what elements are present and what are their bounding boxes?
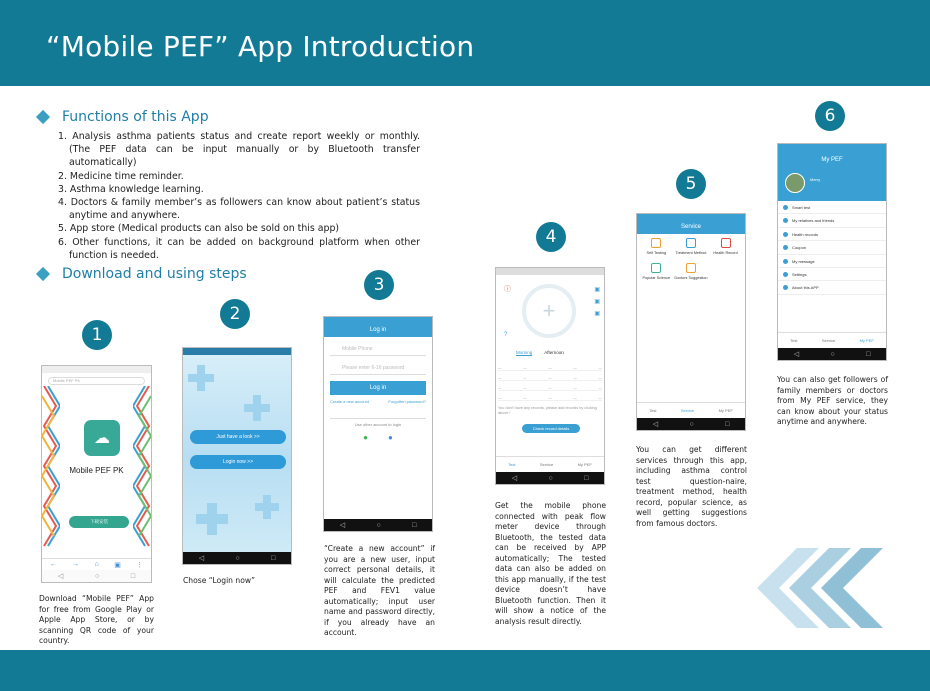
- table-row: — — — — —: [498, 366, 602, 370]
- nav-recents-icon[interactable]: □: [271, 554, 276, 562]
- system-nav-bar: [42, 570, 151, 582]
- username-field[interactable]: Mobile Phone: [330, 342, 426, 356]
- step-number-1: 1: [82, 320, 112, 350]
- tab-my-pef[interactable]: My PEF: [577, 462, 592, 467]
- tab-test[interactable]: Test: [790, 338, 798, 343]
- screen-title: Service: [637, 221, 745, 234]
- list-item: 2. Medicine time reminder.: [58, 170, 184, 182]
- browser-toolbar: [42, 558, 151, 570]
- record-icon: [721, 238, 731, 248]
- chevron-left-decoration-icon: [757, 548, 887, 628]
- caption-step-5: You can get different services through this app, including asthma control test question-naire, treatment method, health record, popular science, as well getting suggestions from famous doctors.: [636, 445, 747, 528]
- login-button[interactable]: Log in: [330, 381, 426, 395]
- caption-step-2: Chose “Login now”: [183, 576, 256, 585]
- menu-item[interactable]: Settings: [778, 268, 886, 281]
- phone-screen-download: [41, 365, 152, 583]
- menu-item[interactable]: Health records: [778, 228, 886, 241]
- graduation-icon: [651, 263, 661, 273]
- step-number-6: 6: [815, 101, 845, 131]
- nav-back-icon[interactable]: ◁: [511, 475, 518, 482]
- tab-bar: [496, 456, 604, 472]
- caption-step-4: Get the mobile phone connected with peak flow meter device through Bluetooth, the tested data can be received by APP automatically; The tested data can also be added on this app manually, if the test device doesn’t have Bluetooth function. Then it will show a notice of the analysis result directly.: [495, 501, 606, 626]
- nav-back-icon[interactable]: ◁: [793, 351, 800, 358]
- functions-heading: [38, 109, 209, 125]
- qq-icon[interactable]: ●: [388, 433, 393, 442]
- menu-item[interactable]: Smart test: [778, 201, 886, 214]
- nav-home-icon[interactable]: ○: [689, 420, 694, 428]
- step-number-4: 4: [536, 222, 566, 252]
- step-number-3: 3: [364, 270, 394, 300]
- service-doctors-suggestion[interactable]: Doctors Suggestion: [674, 263, 709, 280]
- nav-home-icon[interactable]: ○: [94, 572, 100, 580]
- login-now-button[interactable]: Login now >>: [190, 455, 286, 469]
- phone-screen-login: [323, 316, 433, 532]
- password-field[interactable]: Please enter 6-16 password: [330, 361, 426, 375]
- table-row: — — — — —: [498, 386, 602, 390]
- download-button[interactable]: 下载安装: [69, 516, 129, 528]
- phone-screen-test: [495, 267, 605, 485]
- nav-back-icon[interactable]: ◁: [198, 555, 205, 562]
- menu-icon[interactable]: ⋮: [136, 561, 144, 569]
- list-item: 5. App store (Medical products can also be sold on this app): [58, 223, 340, 235]
- nav-home-icon[interactable]: ○: [548, 474, 553, 482]
- menu-item[interactable]: About this APP: [778, 281, 886, 294]
- caption-step-1: Download “Mobile PEF” App for free from Google Play or Apple App Store, or by scanning QR code of your country.: [39, 594, 154, 645]
- tab-test[interactable]: Test: [508, 462, 516, 467]
- nav-back-icon[interactable]: ◁: [339, 522, 346, 529]
- functions-title: Functions of this App: [62, 109, 209, 125]
- list-item: 1. Analysis asthma patients status and create report weekly or monthly. (The PEF data can be input manually or by Bluetooth transfer automatically): [58, 131, 420, 169]
- footer-band: [0, 650, 930, 691]
- nav-home-icon[interactable]: ○: [235, 554, 240, 562]
- create-account-link[interactable]: Create a new account: [330, 399, 369, 404]
- check-record-button[interactable]: Check record details: [522, 424, 580, 433]
- caption-step-3: “Create a new account” if you are a new user, input correct personal details, it will calculate the predicted PEF and FEV1 value automatically; input user name and password directly, if you already have an account.: [324, 544, 435, 637]
- steps-title: Download and using steps: [62, 266, 247, 282]
- nav-home-icon[interactable]: ○: [376, 521, 381, 529]
- profile-header: [778, 151, 886, 201]
- tab-test[interactable]: Test: [649, 408, 657, 413]
- system-nav-bar: [637, 418, 745, 430]
- back-icon[interactable]: ←: [49, 561, 57, 568]
- screen-title: Log in: [324, 324, 432, 337]
- menu-item[interactable]: My message: [778, 255, 886, 268]
- system-nav-bar: [778, 348, 886, 360]
- menu-item[interactable]: My relatives and friends: [778, 214, 886, 227]
- nav-recents-icon[interactable]: □: [866, 350, 871, 358]
- tab-my-pef[interactable]: My PEF: [718, 408, 733, 413]
- tabs-icon[interactable]: ▣: [114, 561, 121, 569]
- nav-recents-icon[interactable]: □: [725, 420, 730, 428]
- table-row: — — — — —: [498, 376, 602, 380]
- nav-recents-icon[interactable]: □: [130, 572, 136, 580]
- nav-recents-icon[interactable]: □: [412, 521, 417, 529]
- service-popular-science[interactable]: Popular Science: [639, 263, 674, 280]
- add-record-button[interactable]: +: [522, 284, 576, 338]
- tab-bar: [778, 332, 886, 348]
- document-icon: [686, 238, 696, 248]
- list-item: 6. Other functions, it can be added on background platform when other function is needed.: [58, 236, 420, 261]
- search-input[interactable]: Mobile PEF PK: [48, 377, 145, 385]
- wechat-icon[interactable]: ●: [363, 433, 368, 442]
- tab-bar: [637, 402, 745, 418]
- phone-screen-my-pef: [777, 143, 887, 361]
- avatar[interactable]: [785, 173, 805, 193]
- nav-recents-icon[interactable]: □: [584, 474, 589, 482]
- step-number-2: 2: [220, 299, 250, 329]
- list-item: 4. Doctors & family member’s as followers can know about patient’s status anytime and anywhere.: [58, 197, 420, 222]
- diamond-bullet-icon: [36, 267, 50, 281]
- side-tools[interactable]: ▣ ▣ ▣: [594, 287, 600, 317]
- home-icon[interactable]: ⌂: [94, 561, 99, 568]
- service-health-record[interactable]: Health Record: [708, 238, 743, 255]
- tab-service[interactable]: Service: [680, 408, 695, 413]
- nav-back-icon[interactable]: ◁: [652, 421, 659, 428]
- functions-list: [58, 130, 420, 262]
- phone-screen-welcome: [182, 347, 292, 565]
- phone-screen-service: [636, 213, 746, 431]
- tab-service[interactable]: Service: [821, 338, 836, 343]
- service-self-testing[interactable]: Self Testing: [639, 238, 674, 255]
- steps-heading: [38, 266, 247, 282]
- app-name: Mobile PEF PK: [69, 466, 124, 475]
- app-logo-icon: ☁: [84, 420, 120, 456]
- tab-afternoon[interactable]: Afternoon: [544, 350, 564, 355]
- diamond-bullet-icon: [36, 110, 50, 124]
- list-item: 3. Asthma knowledge learning.: [58, 183, 204, 195]
- service-treatment-method[interactable]: Treatment Method: [674, 238, 709, 255]
- nav-home-icon[interactable]: ○: [830, 350, 835, 358]
- system-nav-bar: [496, 472, 604, 484]
- forgot-password-link[interactable]: Forgotten password?: [388, 399, 426, 404]
- tab-morning[interactable]: Morning: [516, 350, 533, 355]
- user-name: Merry: [810, 177, 821, 182]
- just-have-a-look-button[interactable]: Just have a look >>: [190, 430, 286, 444]
- screen-title: My PEF: [821, 157, 843, 163]
- alert-icon[interactable]: ⓘ: [504, 286, 511, 293]
- empty-note: You don't have any records, please add records by clicking above !: [498, 406, 597, 415]
- forward-icon[interactable]: →: [72, 561, 80, 568]
- tab-my-pef[interactable]: My PEF: [859, 338, 874, 343]
- help-icon[interactable]: ?: [504, 332, 508, 338]
- nav-back-icon[interactable]: ◁: [57, 573, 64, 580]
- page-title: “Mobile PEF” App Introduction: [46, 30, 475, 63]
- step-number-5: 5: [676, 169, 706, 199]
- table-row: — — — — —: [498, 396, 602, 400]
- system-nav-bar: [183, 552, 291, 564]
- menu-item[interactable]: Coupon: [778, 241, 886, 254]
- other-login-label: Use other account to login: [330, 418, 426, 427]
- tab-service[interactable]: Service: [539, 462, 554, 467]
- caption-step-6: You can also get followers of family members or doctors from My PEF service, they can know about your status anytime and anywhere.: [777, 375, 888, 426]
- chart-icon: [651, 238, 661, 248]
- system-nav-bar: [324, 519, 432, 531]
- doctor-icon: [686, 263, 696, 273]
